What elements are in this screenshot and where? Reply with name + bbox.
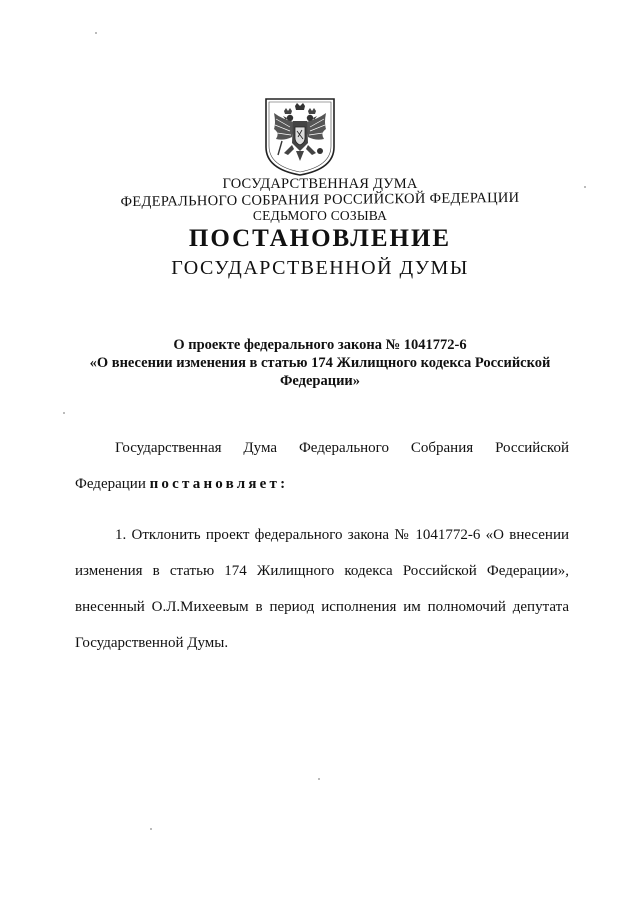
paragraph-line: внесенный О.Л.Михеевым в период исполнения им полномочий депутата: [75, 599, 569, 615]
document-title: ПОСТАНОВЛЕНИЕ: [188, 225, 452, 252]
header-federal-assembly: ФЕДЕРАЛЬНОГО СОБРАНИЯ РОССИЙСКОЙ ФЕДЕРАЦИИ: [120, 189, 520, 211]
document-subtitle: ГОСУДАРСТВЕННОЙ ДУМЫ: [171, 257, 469, 279]
scan-speck: [584, 186, 586, 188]
item-1-paragraph: [75, 525, 569, 669]
paragraph-line: изменения в статью 174 Жилищного кодекса Российской Федерации»,: [75, 563, 569, 579]
paragraph-line: [75, 474, 569, 510]
scan-speck: [150, 828, 152, 830]
subject-line: «О внесении изменения в статью 174 Жилищного кодекса Российской: [89, 355, 551, 371]
preamble-paragraph: [75, 438, 569, 510]
subject-line: Федерации»: [279, 373, 361, 389]
scan-speck: [95, 32, 97, 34]
header-convocation: СЕДЬМОГО СОЗЫВА: [252, 208, 388, 223]
coat-of-arms-icon: [262, 95, 338, 177]
subject-line: О проекте федерального закона № 1041772-6: [173, 337, 467, 353]
header-duma: ГОСУДАРСТВЕННАЯ ДУМА: [222, 176, 418, 192]
resolution-subject: [60, 336, 580, 390]
scan-speck: [63, 412, 65, 414]
paragraph-line: 1. Отклонить проект федерального закона № 1041772-6 «О внесении: [115, 527, 569, 543]
paragraph-line: Государственная Дума Федерального Собрания Российской: [115, 440, 569, 456]
paragraph-line: Государственной Думы.: [75, 635, 229, 651]
decides-word: постановляет:: [149, 476, 289, 492]
scan-speck: [318, 778, 320, 780]
preamble-subject: Федерации: [75, 476, 150, 492]
